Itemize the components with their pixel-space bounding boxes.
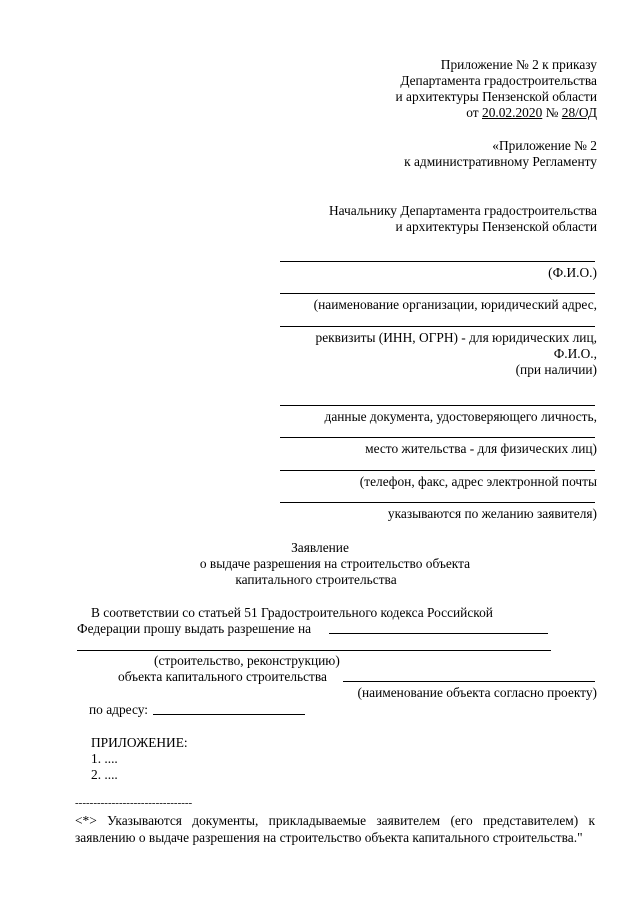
address-underline <box>153 714 305 715</box>
hint-object-name: (наименование объекта согласно проекту) <box>357 685 597 700</box>
order-date: 20.02.2020 <box>482 105 543 120</box>
title-line-2: о выдаче разрешения на строительство объекта <box>199 556 471 571</box>
hint-construction: (строительство, реконструкцию) <box>154 653 340 668</box>
optional-caption: указываются по желанию заявителя) <box>387 506 597 521</box>
address-label: по адресу: <box>89 702 148 717</box>
requisites-underline <box>280 326 595 327</box>
attachment-item: 1. .... <box>91 751 118 766</box>
order-prefix: от <box>466 105 482 120</box>
optional-underline <box>280 502 595 503</box>
footnote-text: <*> Указываются документы, прикладываемые заявителем (его представителем) к заявлению о выдаче разрешения на строительство объекта капитального строительства." <box>75 813 595 845</box>
attachments-heading: ПРИЛОЖЕНИЕ: <box>91 735 188 750</box>
body-line-1: В соответствии со статьей 51 Градостроительного кодекса Российской <box>91 605 493 620</box>
id-doc-caption: данные документа, удостоверяющего личность, <box>324 409 597 424</box>
fio-underline <box>280 261 595 262</box>
regulation-line-1: «Приложение № 2 <box>492 138 597 153</box>
full-underline <box>77 650 551 651</box>
addressee-line-1: Начальнику Департамента градостроительства <box>328 203 597 218</box>
header-line-1: Приложение № 2 к приказу <box>440 57 597 72</box>
contacts-underline <box>280 470 595 471</box>
org-underline <box>280 293 595 294</box>
residence-underline <box>280 437 595 438</box>
object-underline <box>343 681 595 682</box>
header-line-2: Департамента градостроительства <box>400 73 597 88</box>
title-line-1: Заявление <box>291 540 349 555</box>
order-number: 28/ОД <box>561 105 597 120</box>
if-any-caption: (при наличии) <box>515 362 597 377</box>
requisites-caption: реквизиты (ИНН, ОГРН) - для юридических лиц, <box>315 330 597 345</box>
header-line-3: и архитектуры Пензенской области <box>395 89 597 104</box>
fio2-caption: Ф.И.О., <box>553 346 597 361</box>
addressee-line-2: и архитектуры Пензенской области <box>395 219 597 234</box>
footnote-separator: -------------------------------- <box>75 797 193 809</box>
attachment-item: 2. .... <box>91 767 118 782</box>
org-caption: (наименование организации, юридический адрес, <box>313 297 597 312</box>
object-label: объекта капитального строительства <box>118 669 327 684</box>
id-doc-underline <box>280 405 595 406</box>
title-line-3: капитального строительства <box>235 572 397 587</box>
order-sep: № <box>542 105 562 120</box>
residence-caption: место жительства - для физических лиц) <box>365 441 597 456</box>
contacts-caption: (телефон, факс, адрес электронной почты <box>359 474 597 489</box>
regulation-line-2: к административному Регламенту <box>404 154 597 169</box>
permit-underline <box>329 633 548 634</box>
order-line <box>466 104 597 121</box>
fio-caption: (Ф.И.О.) <box>548 265 597 280</box>
body-line-2: Федерации прошу выдать разрешение на <box>77 621 312 636</box>
